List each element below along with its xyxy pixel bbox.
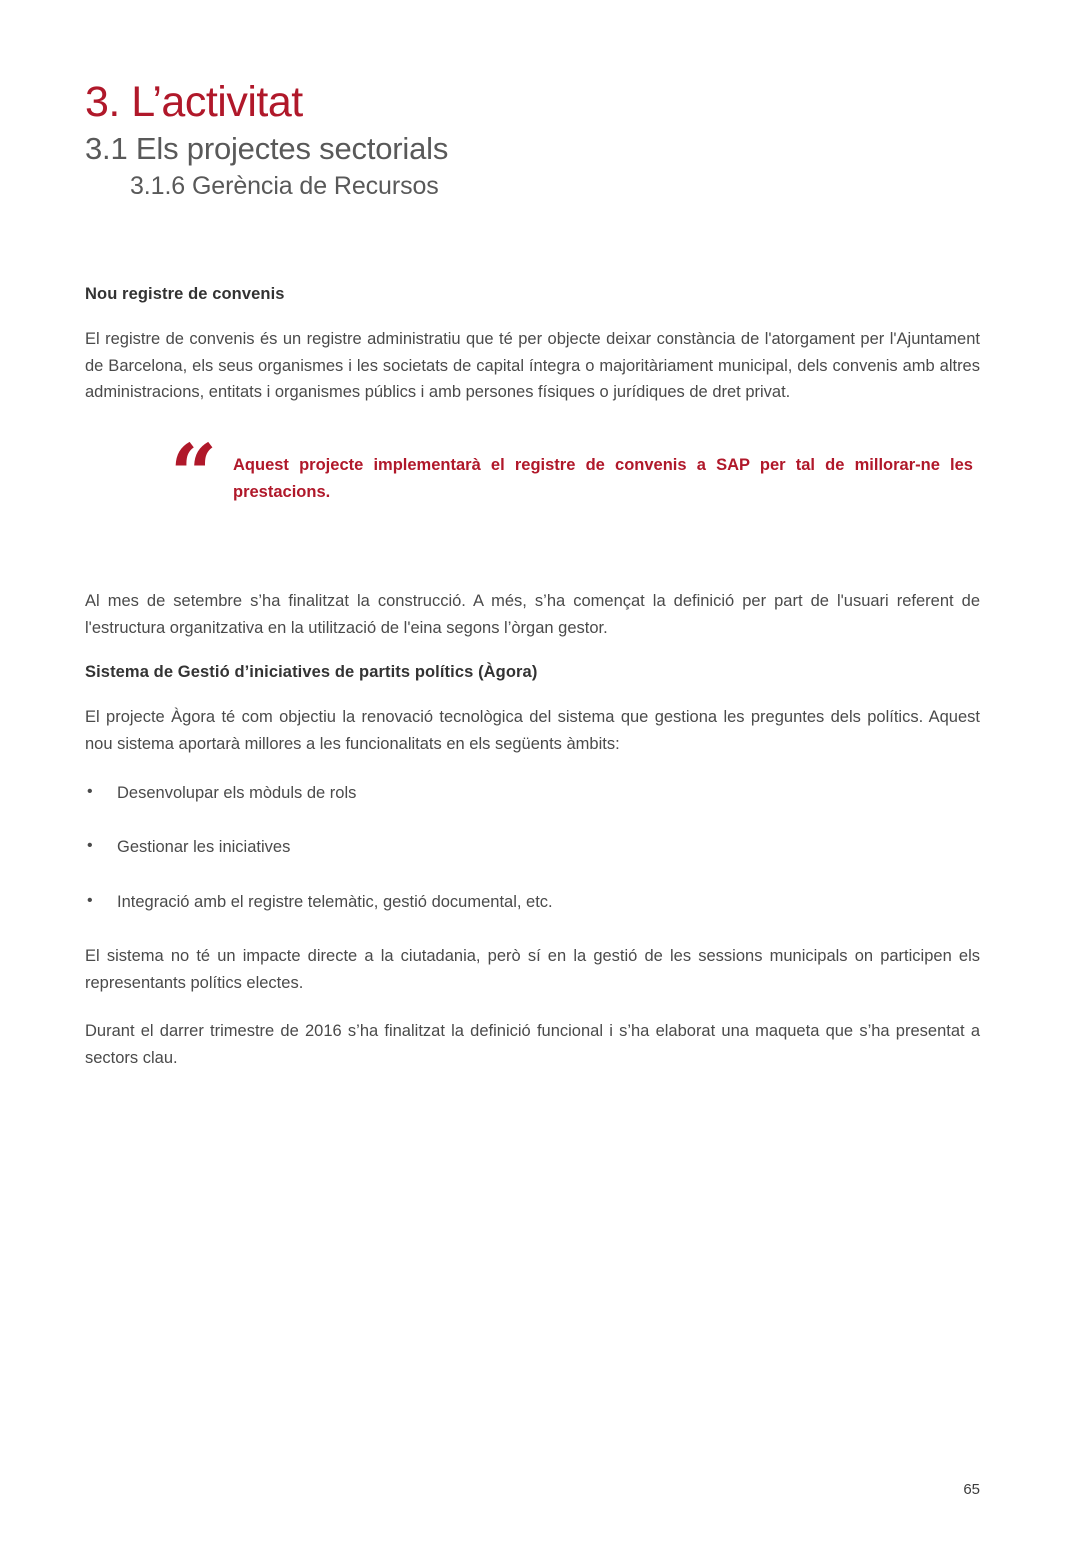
pull-quote — [85, 426, 980, 532]
heading-sistema-agora: Sistema de Gestió d’iniciatives de partits polítics (Àgora) — [85, 663, 538, 682]
heading-nou-registre-de-convenis: Nou registre de convenis — [85, 284, 285, 303]
paragraph-registre-convenis: El registre de convenis és un registre administratiu que té per objecte deixar constància de l'atorgament per l'Ajuntament de Barcelona, els seus organismes i les societats de capital íntegra o majoritàriament municipal, dels convenis amb altres administracions, entitats i organismes públics i amb persones físiques o jurídiques de dret privat. — [85, 329, 980, 402]
pull-quote-text: Aquest projecte implementarà el registre de convenis a SAP per tal de millorar-ne les prestacions. — [233, 455, 973, 501]
subsection-title: 3.1.6 Gerència de Recursos — [130, 171, 439, 200]
section-title: 3.1 Els projectes sectorials — [85, 131, 449, 167]
list-item: • Gestionar les iniciatives — [85, 834, 980, 860]
document-body — [85, 285, 980, 1072]
list-item: • Desenvolupar els mòduls de rols — [85, 780, 980, 806]
paragraph-impacte-ciutadania: El sistema no té un impacte directe a la ciutadania, però sí en la gestió de les sessions municipals on participen els representants polítics electes. — [85, 946, 980, 992]
paragraph-darrer-trimestre: Durant el darrer trimestre de 2016 s’ha finalitzat la definició funcional i s’ha elaborat una maqueta que s’ha presentat a sectors clau. — [85, 1022, 980, 1068]
quote-mark-icon: “ — [170, 426, 214, 523]
page-number: 65 — [963, 1481, 980, 1498]
paragraph-setembre-construccio: Al mes de setembre s’ha finalitzat la construcció. A més, s’ha començat la definició per part de l'usuari referent de l'estructura organitzativa en la utilització de l'eina segons l’òrgan gestor. — [85, 591, 980, 637]
chapter-title: 3. L’activitat — [85, 78, 303, 126]
paragraph-agora-objectiu: El projecte Àgora té com objectiu la renovació tecnològica del sistema que gestiona les preguntes dels polítics. Aquest nou sistema aportarà millores a les funcionalitats en els següents àmbits: — [85, 708, 980, 754]
bullet-list-ambits — [85, 780, 980, 915]
list-item: • Integració amb el registre telemàtic, gestió documental, etc. — [85, 889, 980, 915]
